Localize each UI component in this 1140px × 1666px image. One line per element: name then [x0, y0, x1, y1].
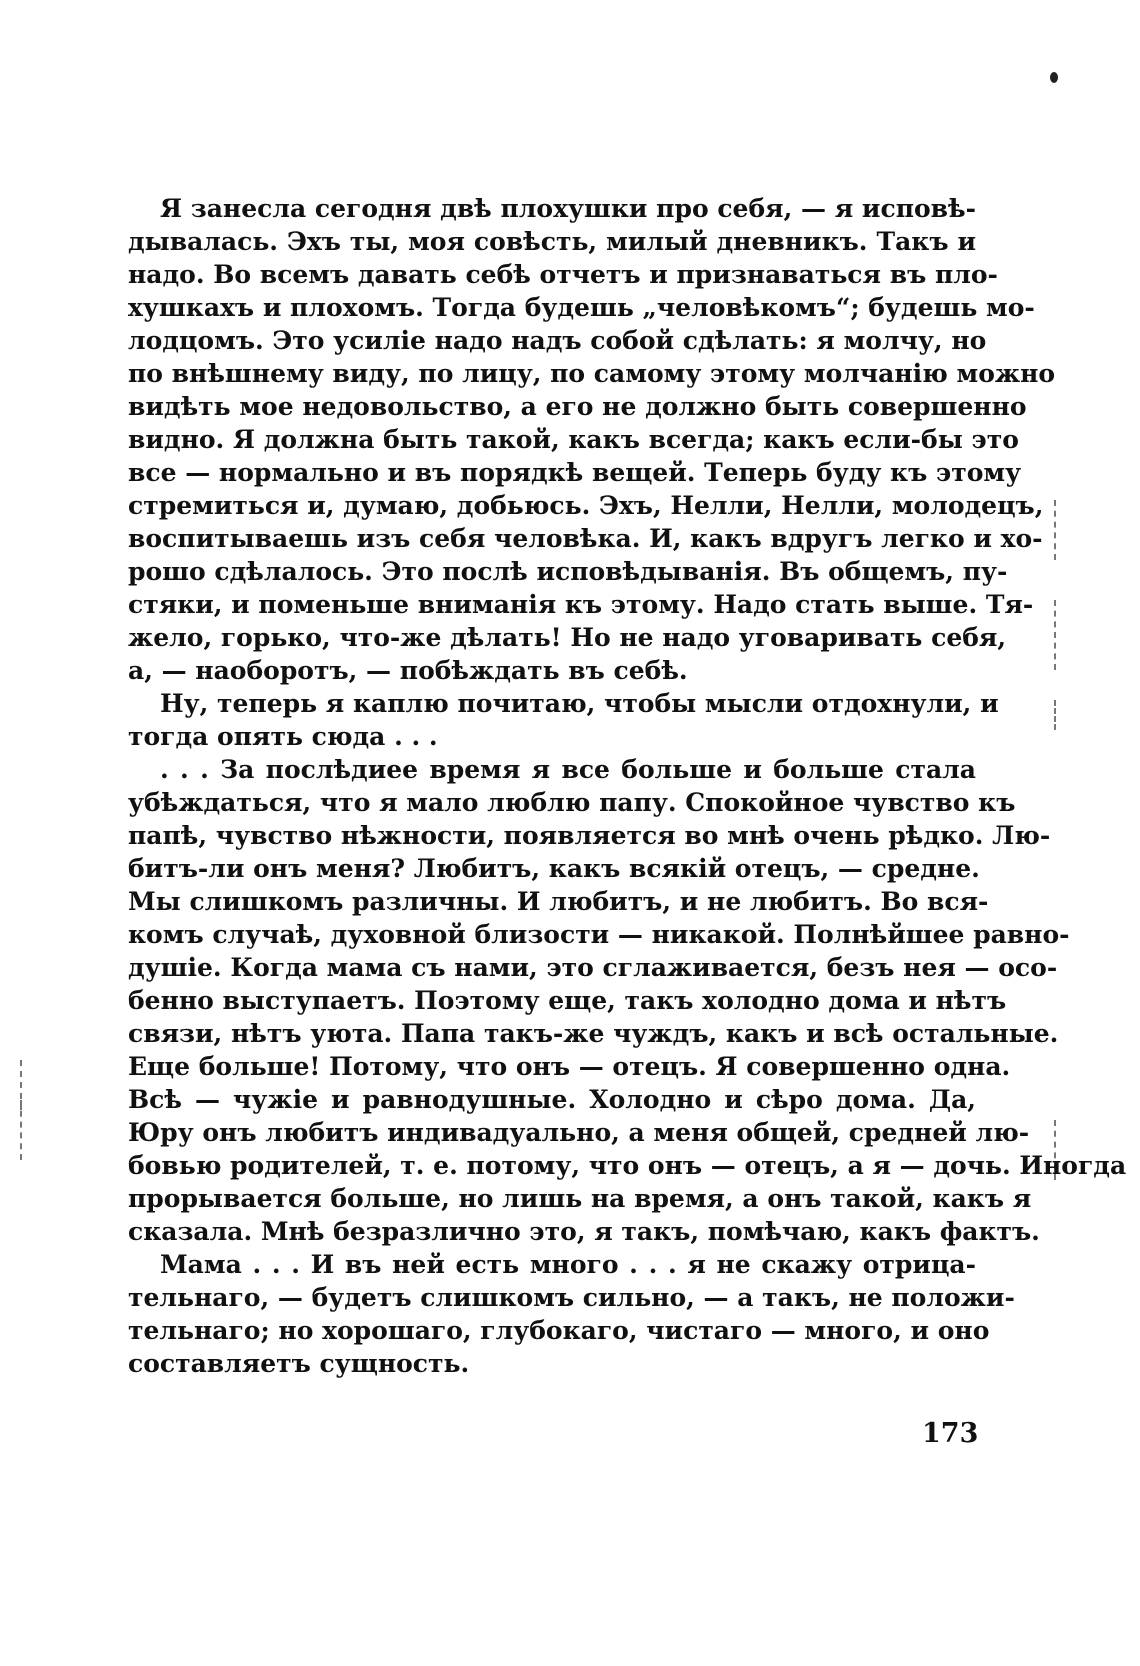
scan-edge-mark — [1054, 700, 1058, 730]
scan-edge-mark — [1054, 500, 1058, 560]
text-line: тогда опять сюда . . . — [128, 722, 438, 751]
text-line: Всѣ — чужіе и равнодушные. Холодно и сѣро дома. Да, — [128, 1085, 976, 1114]
text-line: все — нормально и въ порядкѣ вещей. Теперь буду къ этому — [128, 458, 1022, 487]
text-line: комъ случаѣ, духовной близости — никакой. Полнѣйшее равно- — [128, 920, 1070, 949]
text-line: . . . За послѣдиее время я все больше и больше стала — [160, 755, 976, 784]
ink-speck — [1050, 72, 1058, 83]
text-line: Мы слишкомъ различны. И любитъ, и не любитъ. Во вся- — [128, 887, 989, 916]
text-line: лодцомъ. Это усиліе надо надъ собой сдѣлать: я молчу, но — [128, 326, 987, 355]
text-line: Ну, теперь я каплю почитаю, чтобы мысли отдохнули, и — [160, 689, 999, 718]
text-line: видно. Я должна быть такой, какъ всегда; какъ если-бы это — [128, 425, 1019, 454]
text-line: жело, горько, что-же дѣлать! Но не надо уговаривать себя, — [128, 623, 1007, 652]
diary-text — [128, 192, 1127, 1380]
text-line: воспитываешь изъ себя человѣка. И, какъ вдругъ легко и хо- — [128, 524, 1043, 553]
text-line: стяки, и поменьше вниманія къ этому. Надо стать выше. Тя- — [128, 590, 1034, 619]
text-line: бенно выступаетъ. Поэтому еще, такъ холодно дома и нѣтъ — [128, 986, 1007, 1015]
text-line: хушкахъ и плохомъ. Тогда будешь „человѣкомъ“; будешь мо- — [128, 293, 1035, 322]
text-line: Я занесла сегодня двѣ плохушки про себя, — я исповѣ- — [160, 194, 976, 223]
text-line: сказала. Мнѣ безразлично это, я такъ, помѣчаю, какъ фактъ. — [128, 1217, 1040, 1246]
text-line: дывалась. Эхъ ты, моя совѣсть, милый дневникъ. Такъ и — [128, 227, 976, 256]
text-line: по внѣшнему виду, по лицу, по самому этому молчанію можно — [128, 359, 1056, 388]
text-line: рошо сдѣлалось. Это послѣ исповѣдыванія. Въ общемъ, пу- — [128, 557, 1008, 586]
text-line: душіе. Когда мама съ нами, это сглаживается, безъ нея — осо- — [128, 953, 1058, 982]
text-line: папѣ, чувство нѣжности, появляется во мнѣ очень рѣдко. Лю- — [128, 821, 1051, 850]
text-line: связи, нѣтъ уюта. Папа такъ-же чуждъ, какъ и всѣ остальные. — [128, 1019, 1059, 1048]
text-line: тельнаго, — будетъ слишкомъ сильно, — а такъ, не положи- — [128, 1283, 1015, 1312]
text-line: тельнаго; но хорошаго, глубокаго, чистаго — много, и оно — [128, 1316, 990, 1345]
page-number: 173 — [922, 1418, 979, 1449]
text-line: Юру онъ любитъ индивадуально, а меня общей, средней лю- — [128, 1118, 1030, 1147]
text-line: Еще больше! Потому, что онъ — отецъ. Я совершенно одна. — [128, 1052, 1011, 1081]
text-line: видѣть мое недовольство, а его не должно быть совершенно — [128, 392, 1027, 421]
text-line: Мама . . . И въ ней есть много . . . я не скажу отрица- — [160, 1250, 976, 1279]
text-line: стремиться и, думаю, добьюсь. Эхъ, Нелли, Нелли, молодецъ, — [128, 491, 1044, 520]
text-line: надо. Во всемъ давать себѣ отчетъ и признаваться въ пло- — [128, 260, 998, 289]
text-line: битъ-ли онъ меня? Любитъ, какъ всякій отецъ, — средне. — [128, 854, 980, 883]
text-line: убѣждаться, что я мало люблю папу. Спокойное чувство къ — [128, 788, 1016, 817]
text-line: а, — наоборотъ, — побѣждать въ себѣ. — [128, 656, 688, 685]
text-line: бовью родителей, т. е. потому, что онъ — отецъ, а я — дочь. Иногда — [128, 1151, 1127, 1180]
scan-edge-mark — [20, 1100, 24, 1160]
text-line: составляетъ сущность. — [128, 1349, 470, 1378]
scan-edge-mark — [1054, 600, 1058, 670]
text-line: прорывается больше, но лишь на время, а онъ такой, какъ я — [128, 1184, 1032, 1213]
